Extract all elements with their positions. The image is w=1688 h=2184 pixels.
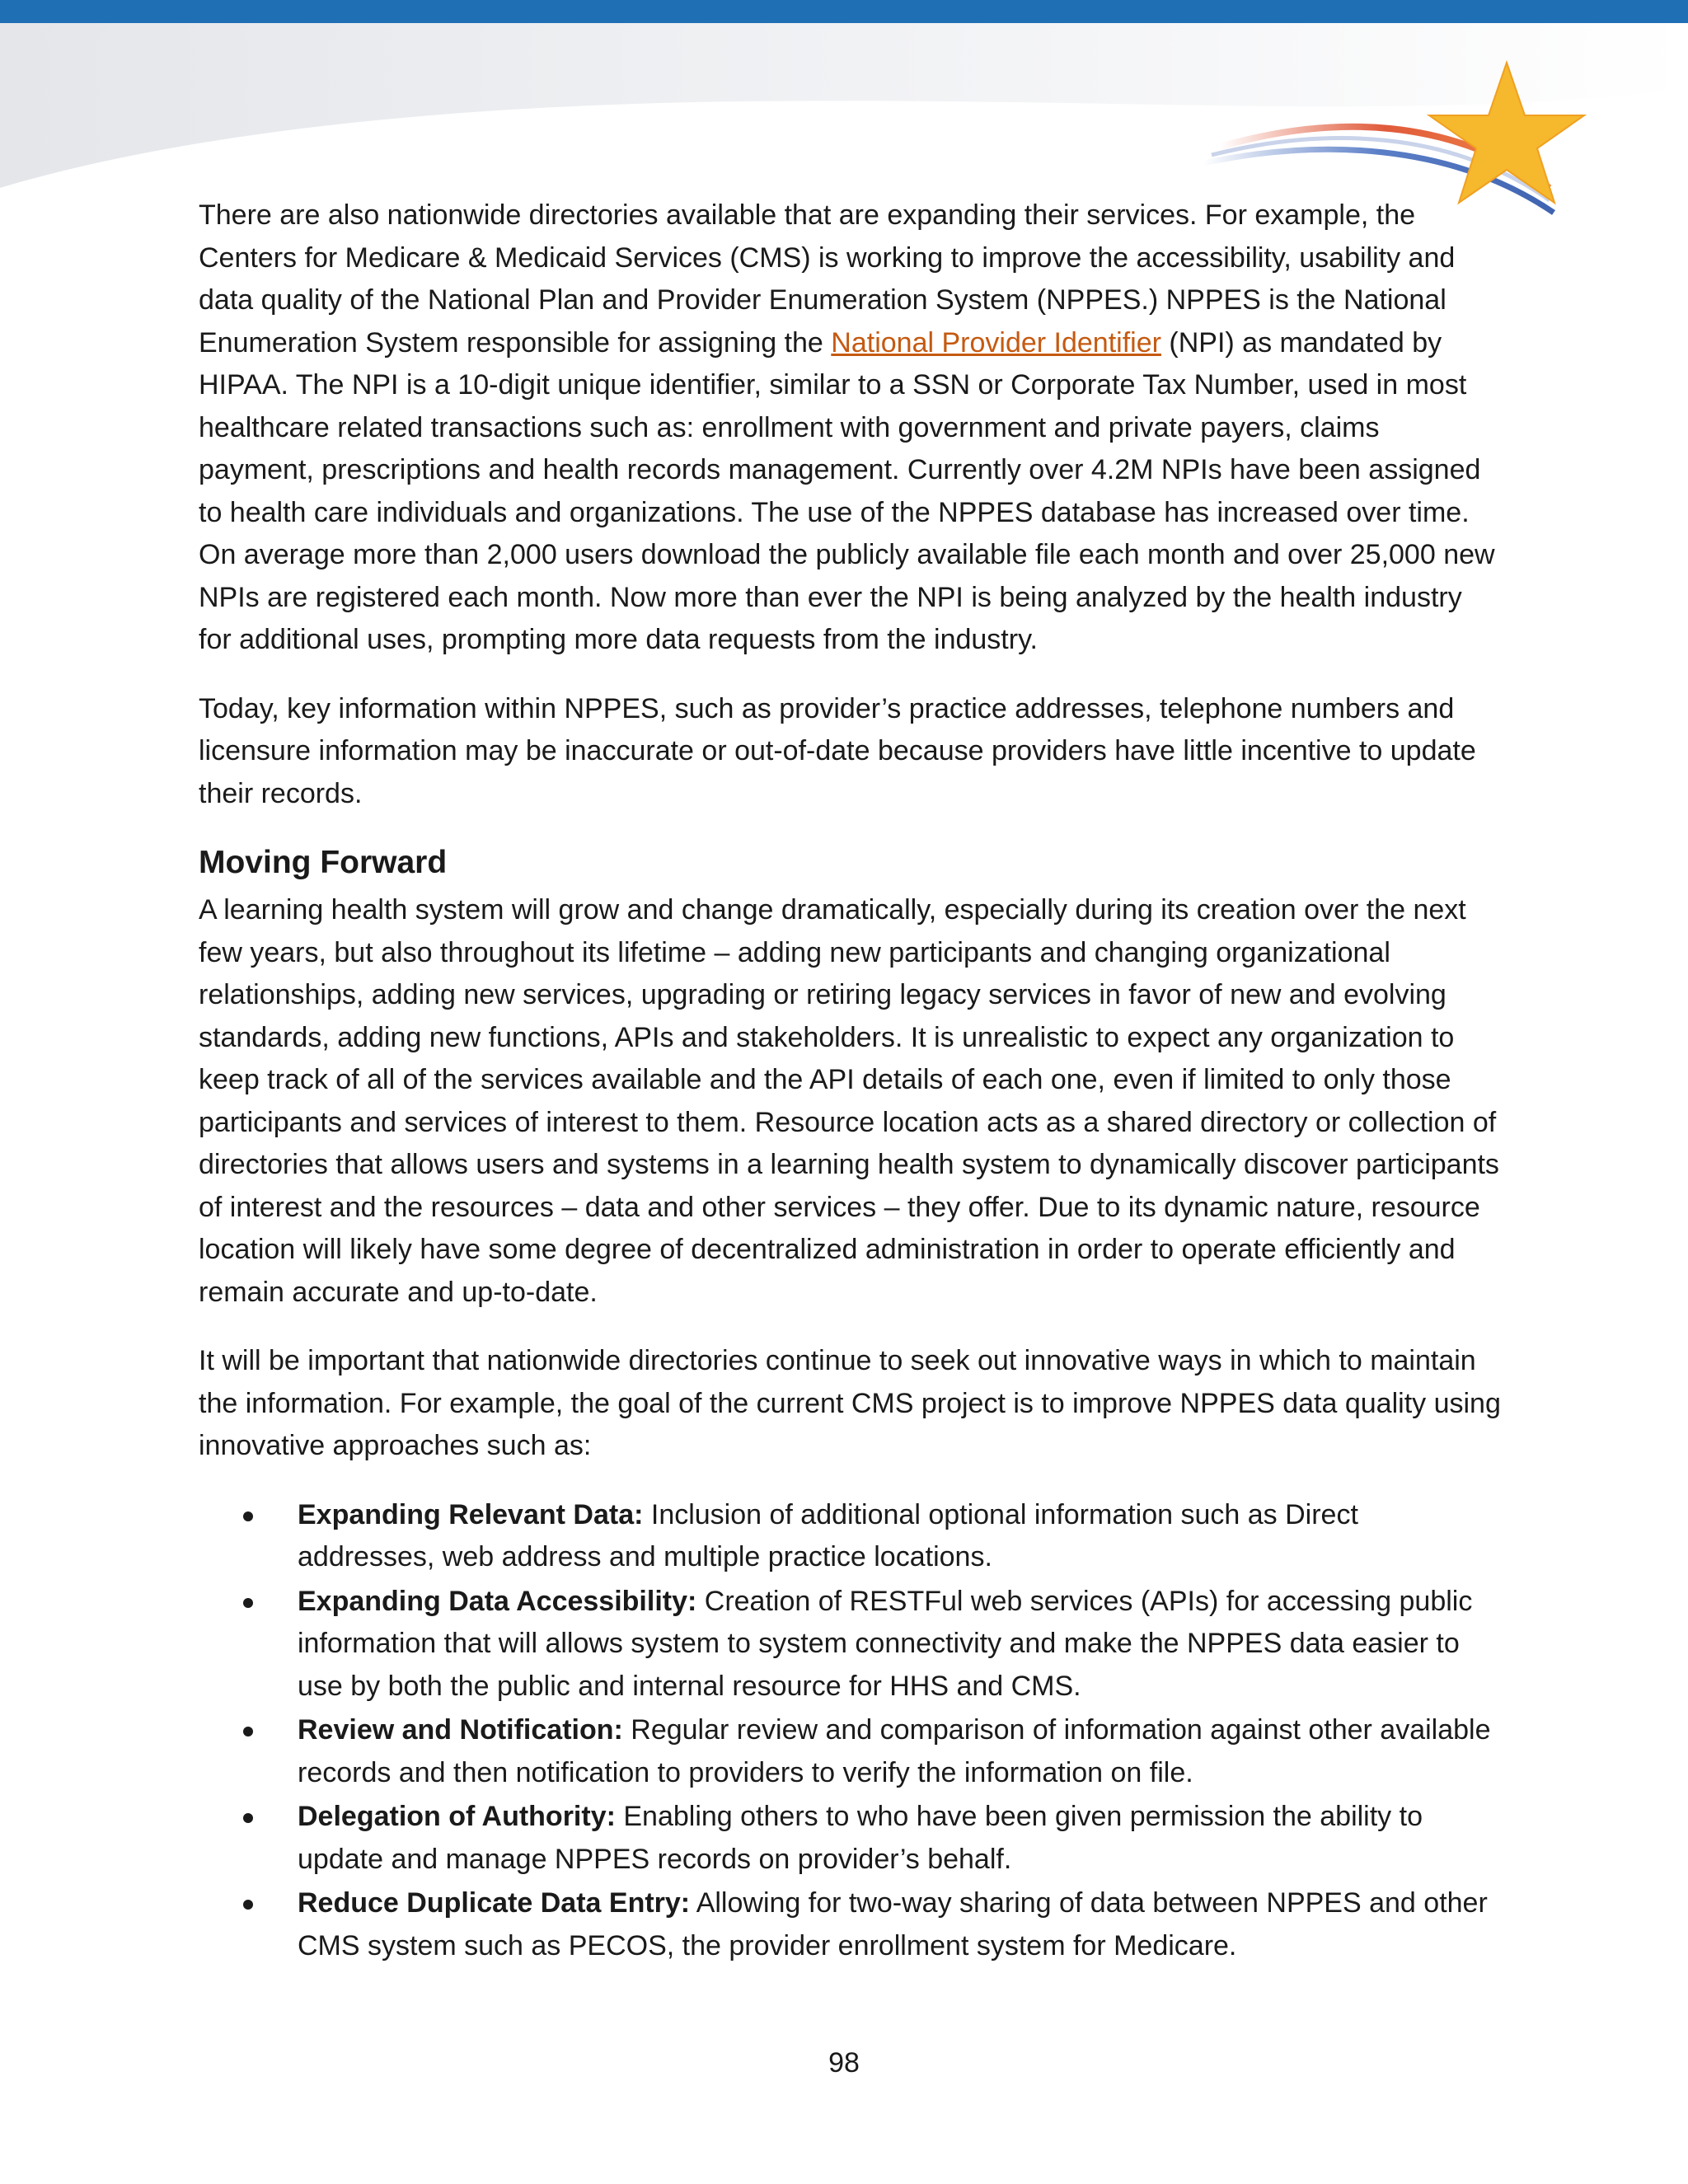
paragraph-nppes-accuracy: Today, key information within NPPES, such as provider’s practice addresses, telephone numbers and licensure information may be inaccurate or out-of-date because providers have little incentive to update their records. <box>199 692 1476 809</box>
bullet-text: Creation of RESTFul web services (APIs) for accessing public information that will allows system to system connectivity and make the NPPES data easier to use by both the public and internal resource for HHS and CMS. <box>298 1585 1473 1702</box>
bullet-icon <box>243 1727 253 1736</box>
npi-link[interactable]: National Provider Identifier <box>831 326 1161 359</box>
bullet-term: Expanding Data Accessibility: <box>298 1585 697 1617</box>
list-item <box>298 1882 1501 1967</box>
bullet-term: Expanding Relevant Data: <box>298 1498 644 1530</box>
list-item <box>298 1796 1501 1881</box>
paragraph-text: (NPI) as mandated by HIPAA. The NPI is a 10-digit unique identifier, similar to a SSN or Corporate Tax Number, used in most healthcare related transactions such as: enrollment with government and private payers, claims payment, prescriptions and health records management. Currently over 4.2M NPIs have been assigned to health care individuals and organizations. The use of the NPPES database has increased over time. On average more than 2,000 users download the publicly available file each month and over 25,000 new NPIs are registered each month. Now more than ever the NPI is being analyzed by the health industry for additional uses, prompting more data requests from the industry. <box>199 326 1495 655</box>
bullet-icon <box>243 1598 253 1608</box>
bullet-term: Delegation of Authority: <box>298 1801 616 1832</box>
bullet-icon <box>243 1813 253 1823</box>
bullet-term: Reduce Duplicate Data Entry: <box>298 1887 691 1919</box>
document-body <box>199 194 1501 1969</box>
list-item <box>298 1494 1501 1579</box>
bullet-icon <box>243 1511 253 1521</box>
bullet-text: Regular review and comparison of information against other available records and then notification to providers to verify the information on file. <box>298 1714 1491 1788</box>
bullet-text: Allowing for two-way sharing of data between NPPES and other CMS system such as PECOS, the provider enrollment system for Medicare. <box>298 1887 1488 1961</box>
paragraph-text: There are also nationwide directories available that are expanding their services. For example, the Centers for Medicare & Medicaid Services (CMS) is working to improve the accessibility, usability and data quality of the National Plan and Provider Enumeration System (NPPES.) NPPES is the National Enumeration System responsible for assigning the <box>199 199 1456 359</box>
list-item <box>298 1709 1501 1794</box>
paragraph-nppes-intro <box>199 194 1501 662</box>
list-item <box>298 1581 1501 1708</box>
header-top-bar <box>0 0 1688 23</box>
bullet-text: Enabling others to who have been given permission the ability to update and manage NPPES records on provider’s behalf. <box>298 1801 1423 1875</box>
paragraph-learning-health-system: A learning health system will grow and change dramatically, especially during its creation over the next few years, but also throughout its lifetime – adding new participants and changing organizational relationships, adding new services, upgrading or retiring legacy services in favor of new and evolving standards, adding new functions, APIs and stakeholders. It is unrealistic to expect any organization to keep track of all of the services available and the API details of each one, even if limited to only those participants and services of interest to them. Resource location acts as a shared directory or collection of directories that allows users and systems in a learning health system to dynamically discover participants of interest and the resources – data and other services – they offer. Due to its dynamic nature, resource location will likely have some degree of decentralized administration in order to operate efficiently and remain accurate and up-to-date. <box>199 894 1499 1308</box>
bullet-text: Inclusion of additional optional information such as Direct addresses, web address and multiple practice locations. <box>298 1498 1358 1572</box>
page-number: 98 <box>828 2047 860 2079</box>
bullet-list <box>199 1494 1501 1968</box>
section-heading: Moving Forward <box>199 845 448 880</box>
bullet-icon <box>243 1900 253 1910</box>
bullet-term: Review and Notification: <box>298 1714 623 1746</box>
paragraph-innovative-approaches: It will be important that nationwide directories continue to seek out innovative ways in which to maintain the information. For example, the goal of the current CMS project is to improve NPPES data quality using innovative approaches such as: <box>199 1345 1501 1461</box>
